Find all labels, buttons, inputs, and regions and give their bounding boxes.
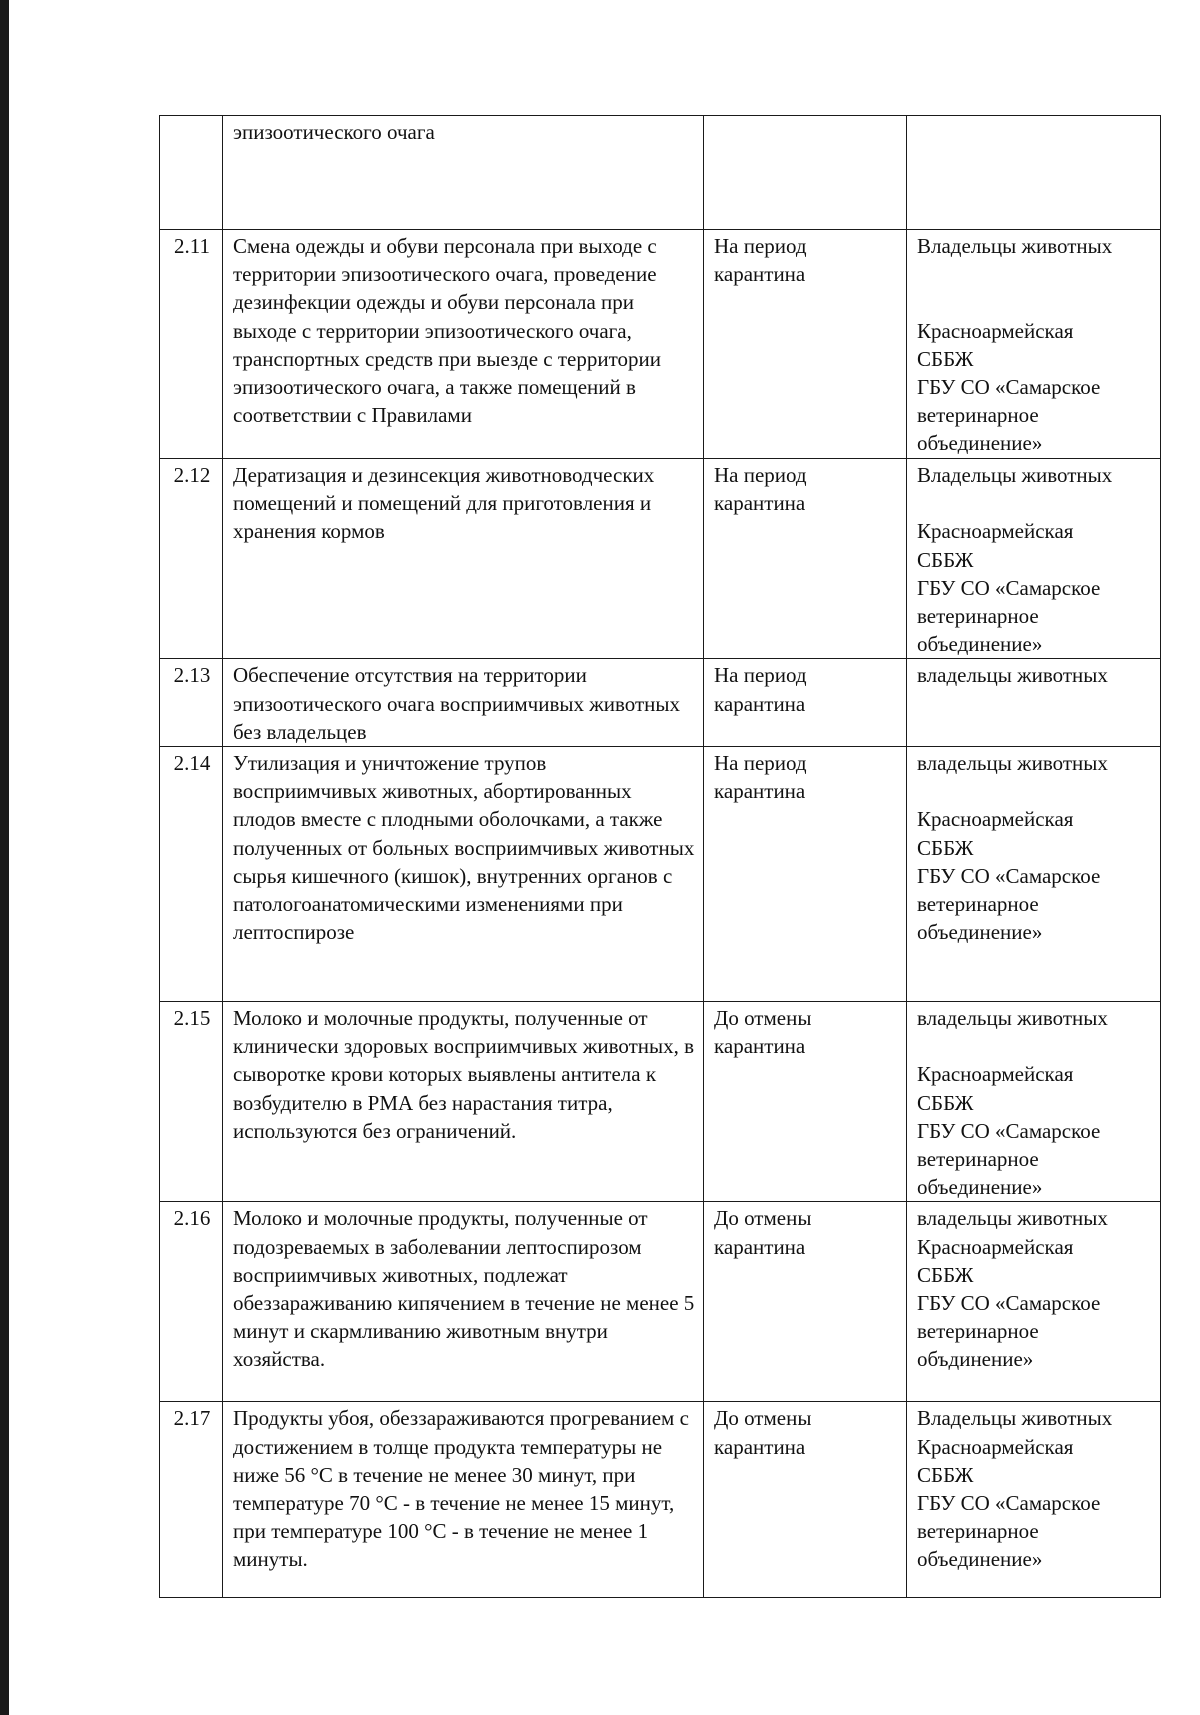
period-cell [704,1002,907,1202]
scan-edge-shadow [0,0,9,1715]
measure-text: Дератизация и дезинсекция животноводческих помещений и помещений для приготовления и хранения кормов [233,463,655,544]
measure-cell [223,1202,704,1402]
responsible-text: владельцы животных Красноармейская СББЖ ГБУ СО «Самарское ветеринарное объединение» [917,751,1108,945]
responsible-text: владельцы животных Красноармейская СББЖ ГБУ СО «Самарское ветеринарное объдинение» [917,1206,1108,1372]
row-number-cell [160,459,223,659]
period-cell [704,230,907,459]
row-number: 2.12 [173,463,211,487]
responsible-cell [907,230,1161,459]
row-number-cell [160,116,223,230]
period-text: До отмены карантина [714,1206,812,1259]
responsible-cell [907,1202,1161,1402]
measure-text: Смена одежды и обуви персонала при выходе с территории эпизоотического очага, проведение дезинфекции одежды и обуви персонала при выходе с территории эпизоотического очага, транспортных средств при выезде с территории эпизоотического очага, а также помещений в соответствии с Правилами [233,234,661,428]
row-number-cell [160,747,223,1002]
table-row [160,1002,1161,1202]
row-number-cell [160,1002,223,1202]
period-cell [704,1202,907,1402]
measure-cell [223,747,704,1002]
responsible-cell [907,1402,1161,1598]
responsible-cell [907,1002,1161,1202]
row-number-cell [160,1202,223,1402]
measure-cell [223,116,704,230]
responsible-cell [907,747,1161,1002]
measure-cell [223,459,704,659]
responsible-cell [907,659,1161,747]
table-row [160,116,1161,230]
row-number: 2.13 [173,663,211,688]
period-cell [704,459,907,659]
responsible-text: Владельцы животных Красноармейская СББЖ ГБУ СО «Самарское ветеринарное объединение» [917,1406,1113,1572]
period-text: На период карантина [714,234,807,287]
period-text: До отмены карантина [714,1406,812,1459]
table-row [160,659,1161,747]
table-row [160,230,1161,459]
row-number: 2.14 [173,751,211,776]
responsible-text: владельцы животных Красноармейская СББЖ ГБУ СО «Самарское ветеринарное объединение» [917,1006,1108,1200]
measure-cell [223,659,704,747]
table-row [160,747,1161,1002]
measure-text: Молоко и молочные продукты, полученные от подозреваемых в заболевании лептоспирозом восприимчивых животных, подлежат обеззараживанию кипячением в течение не менее 5 минут и скармливанию животным внутри хозяйства. [233,1206,695,1372]
row-number: 2.16 [173,1206,211,1231]
row-number: 2.17 [173,1406,211,1431]
responsible-text: Владельцы животных Красноармейская СББЖ ГБУ СО «Самарское ветеринарное объединение» [917,463,1113,657]
row-number: 2.15 [173,1006,211,1031]
period-text: До отмены карантина [714,1006,812,1059]
row-number-cell [160,230,223,459]
period-text: На период карантина [714,663,807,716]
period-cell [704,1402,907,1598]
measure-text: Утилизация и уничтожение трупов восприимчивых животных, абортированных плодов вместе с плодными оболочками, а также полученных от больных восприимчивых животных сырья кишечного (кишок), внутренних органов с патологоанатомическими изменениями при лептоспирозе [233,751,695,945]
period-cell [704,659,907,747]
responsible-cell [907,459,1161,659]
measure-cell [223,1002,704,1202]
period-text: На период карантина [714,751,807,804]
period-cell [704,116,907,230]
measure-text: Молоко и молочные продукты, полученные от клинически здоровых восприимчивых животных, в сыворотке крови которых выявлены антитела к возбудителю в РМА без нарастания титра, используются без ограничений. [233,1006,695,1143]
measures-table [159,115,1161,1598]
table-row [160,1202,1161,1402]
measure-text: Обеспечение отсутствия на территории эпизоотического очага восприимчивых животных без владельцев [233,663,680,744]
table-row [160,459,1161,659]
measure-cell [223,1402,704,1598]
responsible-text: Владельцы животных Красноармейская СББЖ ГБУ СО «Самарское ветеринарное объединение» [917,234,1113,456]
responsible-text: владельцы животных [917,663,1108,688]
responsible-cell [907,116,1161,230]
row-number-cell [160,659,223,747]
period-cell [704,747,907,1002]
period-text: На период карантина [714,463,807,516]
measure-text: Продукты убоя, обеззараживаются прогреванием с достижением в толще продукта температуры не ниже 56 °С в течение не менее 30 минут, при температуре 70 °С - в течение не менее 15 минут, при температуре 100 °С - в течение не менее 1 минуты. [233,1406,689,1572]
row-number: 2.11 [174,234,210,258]
measure-cell [223,230,704,459]
table-row [160,1402,1161,1598]
measure-text: эпизоотического очага [233,120,435,144]
row-number-cell [160,1402,223,1598]
